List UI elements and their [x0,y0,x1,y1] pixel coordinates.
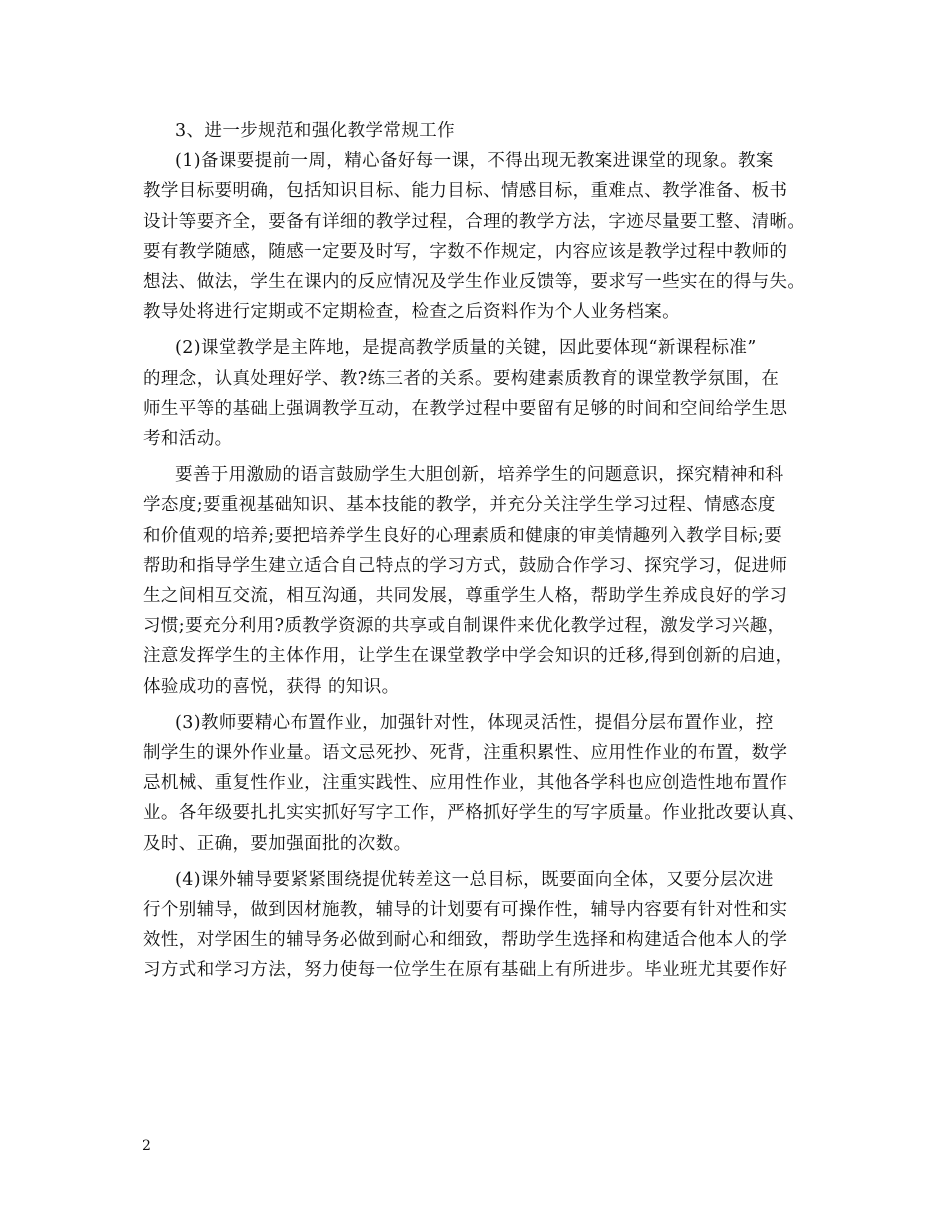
paragraph-encouragement: 要善于用激励的语言鼓励学生大胆创新，培养学生的问题意识，探究精神和科 学态度;要重视基础知识、基本技能的教学，并充分关注学生学习过程、情感态度 和价值观的培养;要把培养学生良好的心理素质和健康的审美情趣列入教学目标;要 帮助和指导学生建立适合自己特点的学习方式，鼓励合作学习、探究学习，促进师 生之间相互交流，相互沟通，共同发展，尊重学生人格，帮助学生养成良好的学习 习惯;要充分利用?质教学资源的共享或自制课件来优化教学过程，激发学习兴趣， 注意发挥学生的主体作用，让学生在课堂教学中学会知识的迁移,得到创新的启迪， 体验成功的喜悦，获得 的知识。 [143,465,794,697]
paragraph-lesson-preparation: (1)备课要提前一周，精心备好每一课，不得出现无教案进课堂的现象。教案 教学目标要明确，包括知识目标、能力目标、情感目标，重难点、教学准备、板书 设计等要齐全，要备有详细的教学过程，合理的教学方法，字迹尽量要工整、清晰。 要有教学随感，随感一定要及时写，字数不作规定，内容应该是教学过程中教师的 想法、做法，学生在课内的反应情况及学生作业反馈等，要求写一些实在的得与失。 教导处将进行定期或不定期检查，检查之后资料作为个人业务档案。 [143,151,806,323]
document-body [143,116,823,986]
paragraph-classroom-teaching: (2)课堂教学是主阵地，是提高教学质量的关键，因此要体现“新课程标准” 的理念，认真处理好学、教?练三者的关系。要构建素质教育的课堂教学氛围，在 师生平等的基础上强调教学互动，在教学过程中要留有足够的时间和空间给学生思 考和活动。 [143,338,788,450]
page-number: 2 [142,1138,151,1154]
section-heading: 3、进一步规范和强化教学常规工作 [175,121,456,141]
paragraph-tutoring: (4)课外辅导要紧紧围绕提优转差这一总目标，既要面向全体，又要分层次进 行个别辅导，做到因材施教，辅导的计划要有可操作性，辅导内容要有针对性和实 效性，对学困生的辅导务必做到耐心和细致，帮助学生选择和构建适合他本人的学 习方式和学习方法，努力使每一位学生在原有基础上有所进步。毕业班尤其要作好 [143,869,788,981]
paragraph-homework: (3)教师要精心布置作业，加强针对性，体现灵活性，提倡分层布置作业，控 制学生的课外作业量。语文忌死抄、死背，注重积累性、应用性作业的布置，数学 忌机械、重复性作业，注重实践性、应用性作业，其他各学科也应创造性地布置作 业。各年级要扎扎实实抓好写字工作，严格抓好学生的写字质量。作业批改要认真、 及时、正确，要加强面批的次数。 [143,712,806,854]
